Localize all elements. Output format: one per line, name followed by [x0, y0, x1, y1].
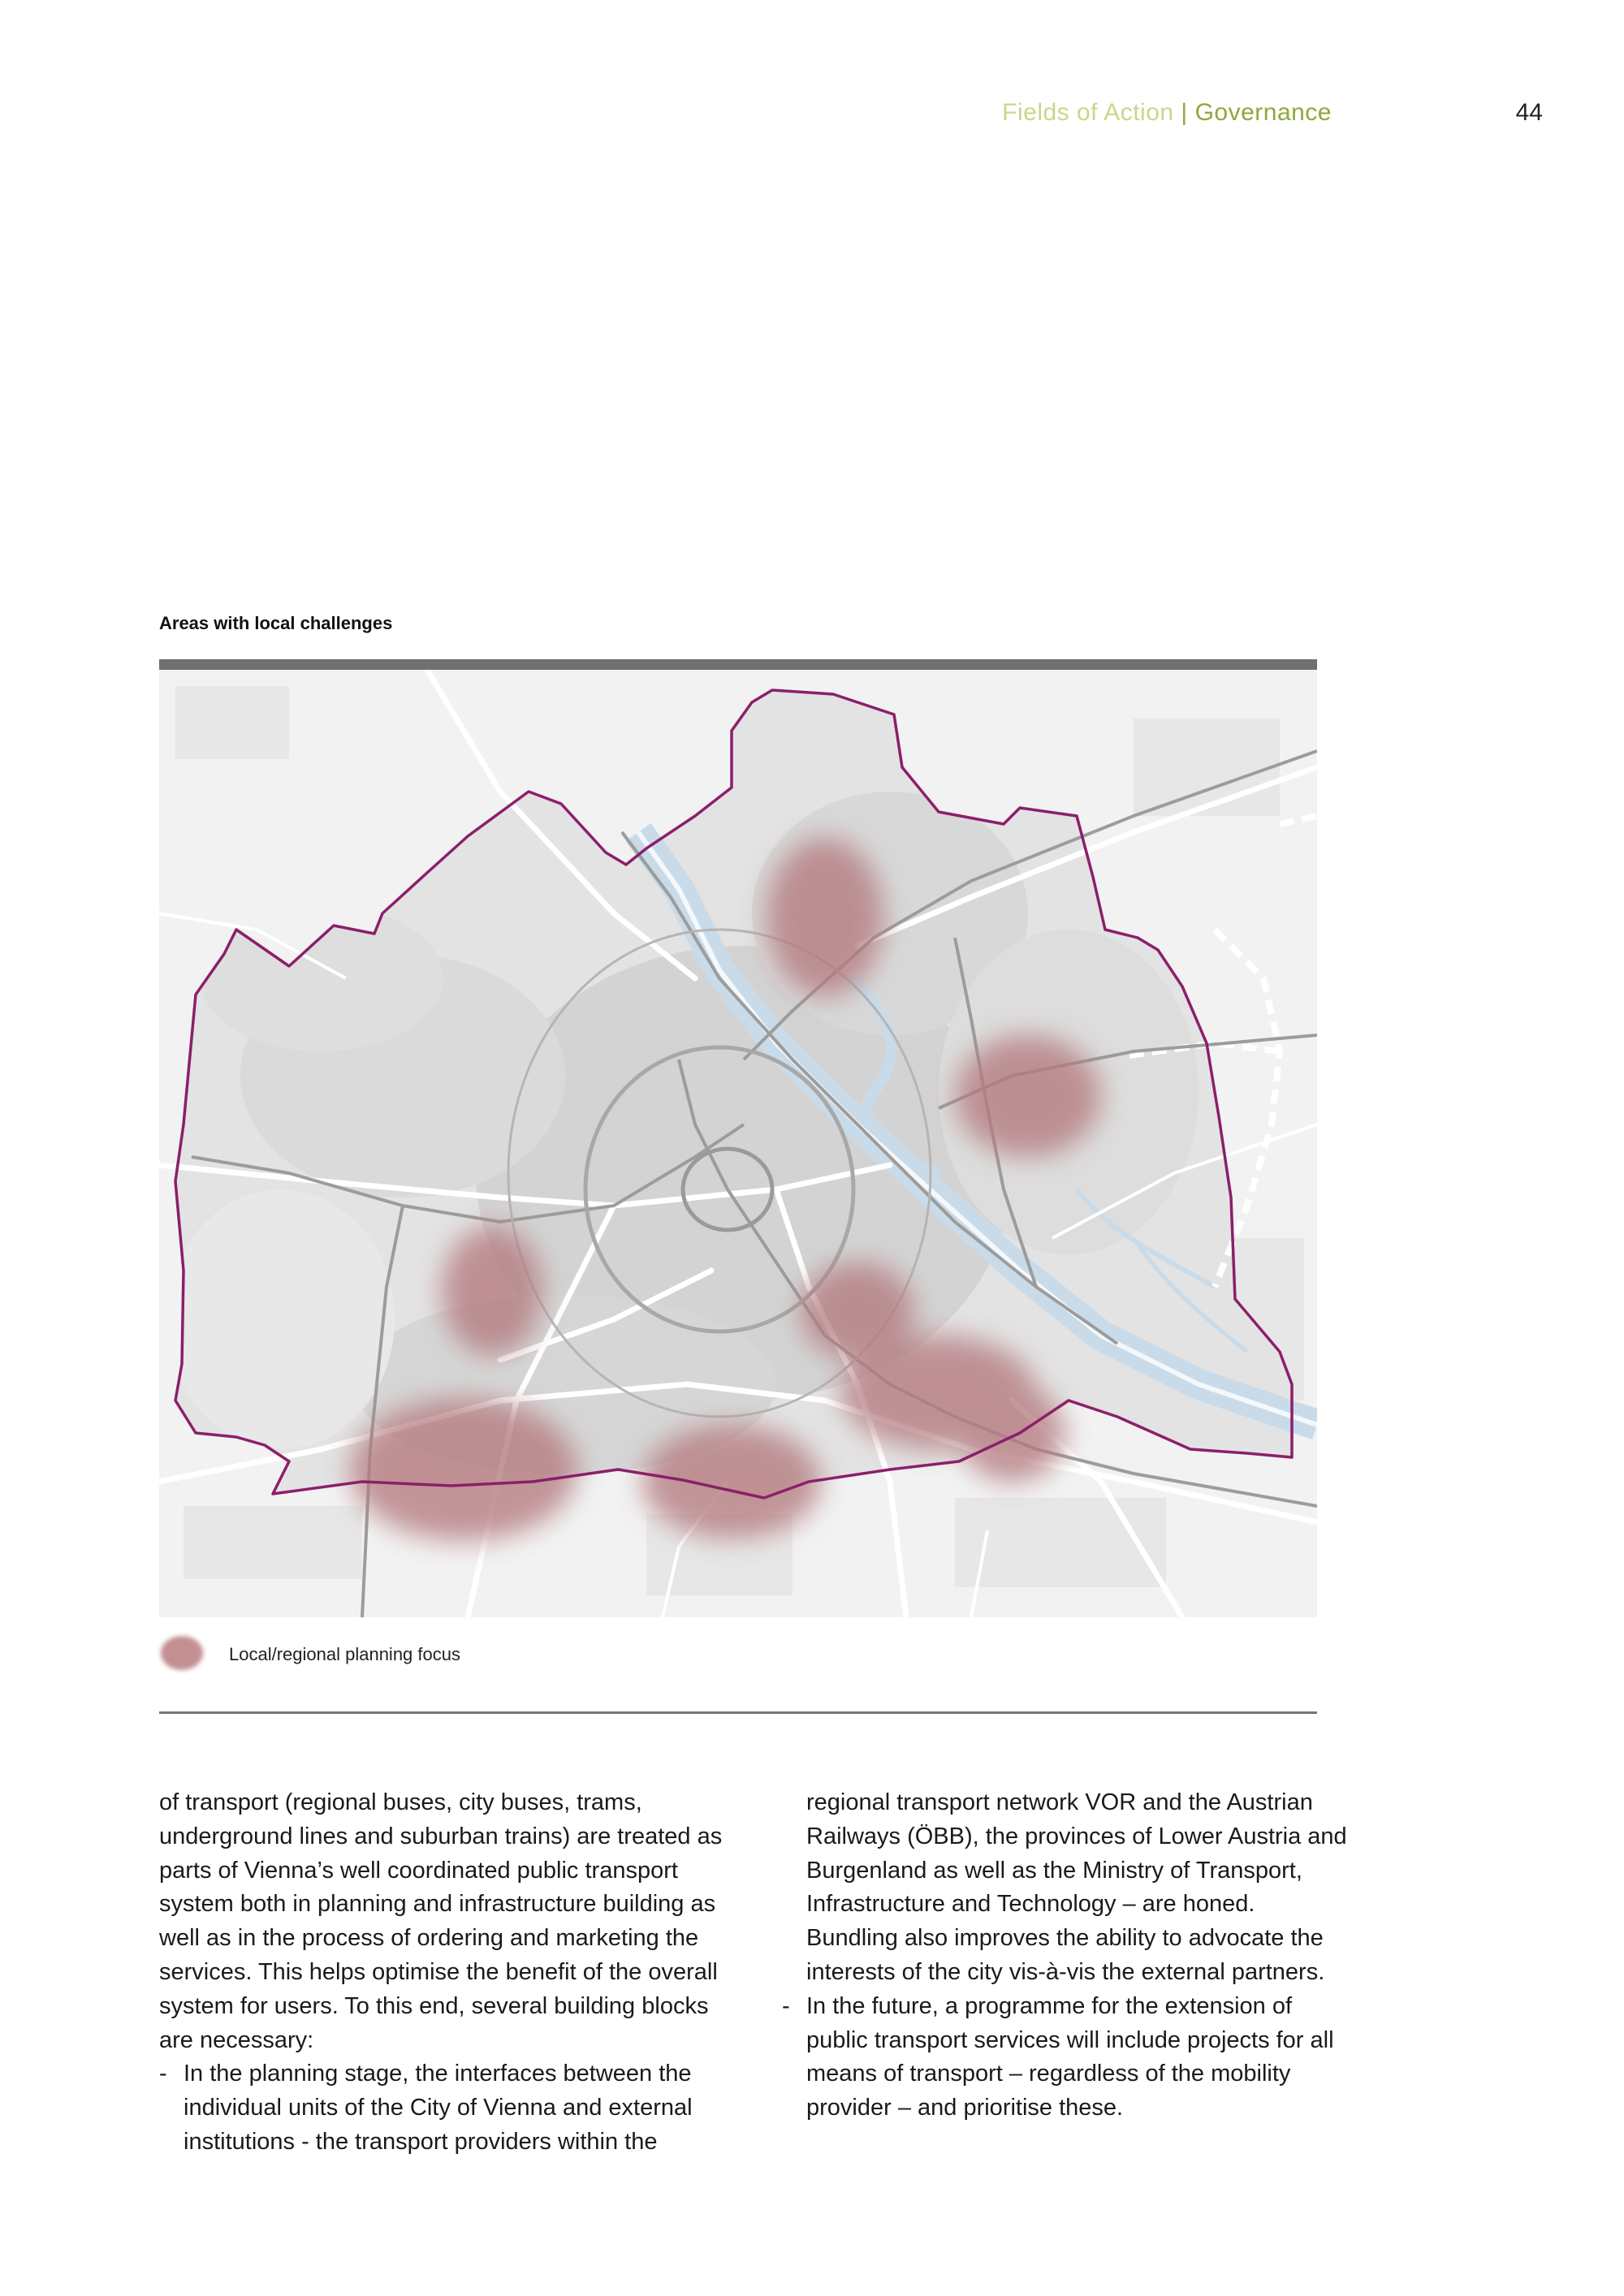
- page-number: 44: [1515, 99, 1543, 126]
- text-column-left: [159, 1786, 728, 2160]
- figure-title: Areas with local challenges: [159, 613, 393, 633]
- map-graphic: [159, 670, 1317, 1617]
- body-paragraph: of transport (regional buses, city buses, trams, underground lines and suburban trains) are treated as parts of Vienna’s well coordinated public transport system both in planning and infrastructure building as well as in the process of ordering and marketing the services. This helps optimise the benefit of the overall system for users. To this end, several building blocks are necessary:: [159, 1789, 723, 2053]
- bullet-text: In the planning stage, the interfaces between the individual units of the City of Vienna and external institutions - the transport providers within the: [184, 2061, 693, 2155]
- running-header: [974, 99, 1332, 127]
- bullet-text-continued: regional transport network VOR and the Austrian Railways (ÖBB), the provinces of Lower Austria and Burgenland as well as the Ministry of Transport, Infrastructure and Technology – are honed. Bundling also improves the ability to advocate the interests of the city vis-à-vis the external partners.: [806, 1789, 1347, 1985]
- vienna-map: [159, 659, 1317, 1617]
- bullet-item-planning-continued: [782, 1786, 1350, 1990]
- focus-area-far-southeast: [959, 1384, 1065, 1482]
- focus-area-east: [955, 1035, 1101, 1157]
- bullet-item-planning: [159, 2057, 728, 2159]
- bullet-item-programme: [782, 1990, 1350, 2126]
- bullet-marker: -: [782, 1992, 790, 2019]
- planning-focus-swatch: [161, 1636, 203, 1670]
- bullet-marker: -: [159, 2061, 167, 2087]
- map-legend: [159, 1634, 1317, 1711]
- focus-area-north: [767, 838, 883, 997]
- focus-area-south: [642, 1425, 821, 1539]
- map-top-bar: [159, 659, 1317, 670]
- focus-area-southwest: [350, 1398, 577, 1541]
- bullet-text: In the future, a programme for the extension of public transport services will include projects for all means of transport – regardless of the mobility provider – and prioritise these.: [806, 1992, 1334, 2121]
- text-column-right: [782, 1786, 1350, 2126]
- figure-divider: [159, 1711, 1317, 1714]
- legend-label: Local/regional planning focus: [229, 1644, 460, 1664]
- subsection-title: Governance: [1194, 99, 1332, 126]
- focus-area-west: [442, 1226, 542, 1356]
- section-title: Fields of Action: [1002, 99, 1174, 126]
- header-separator: |: [1181, 99, 1188, 126]
